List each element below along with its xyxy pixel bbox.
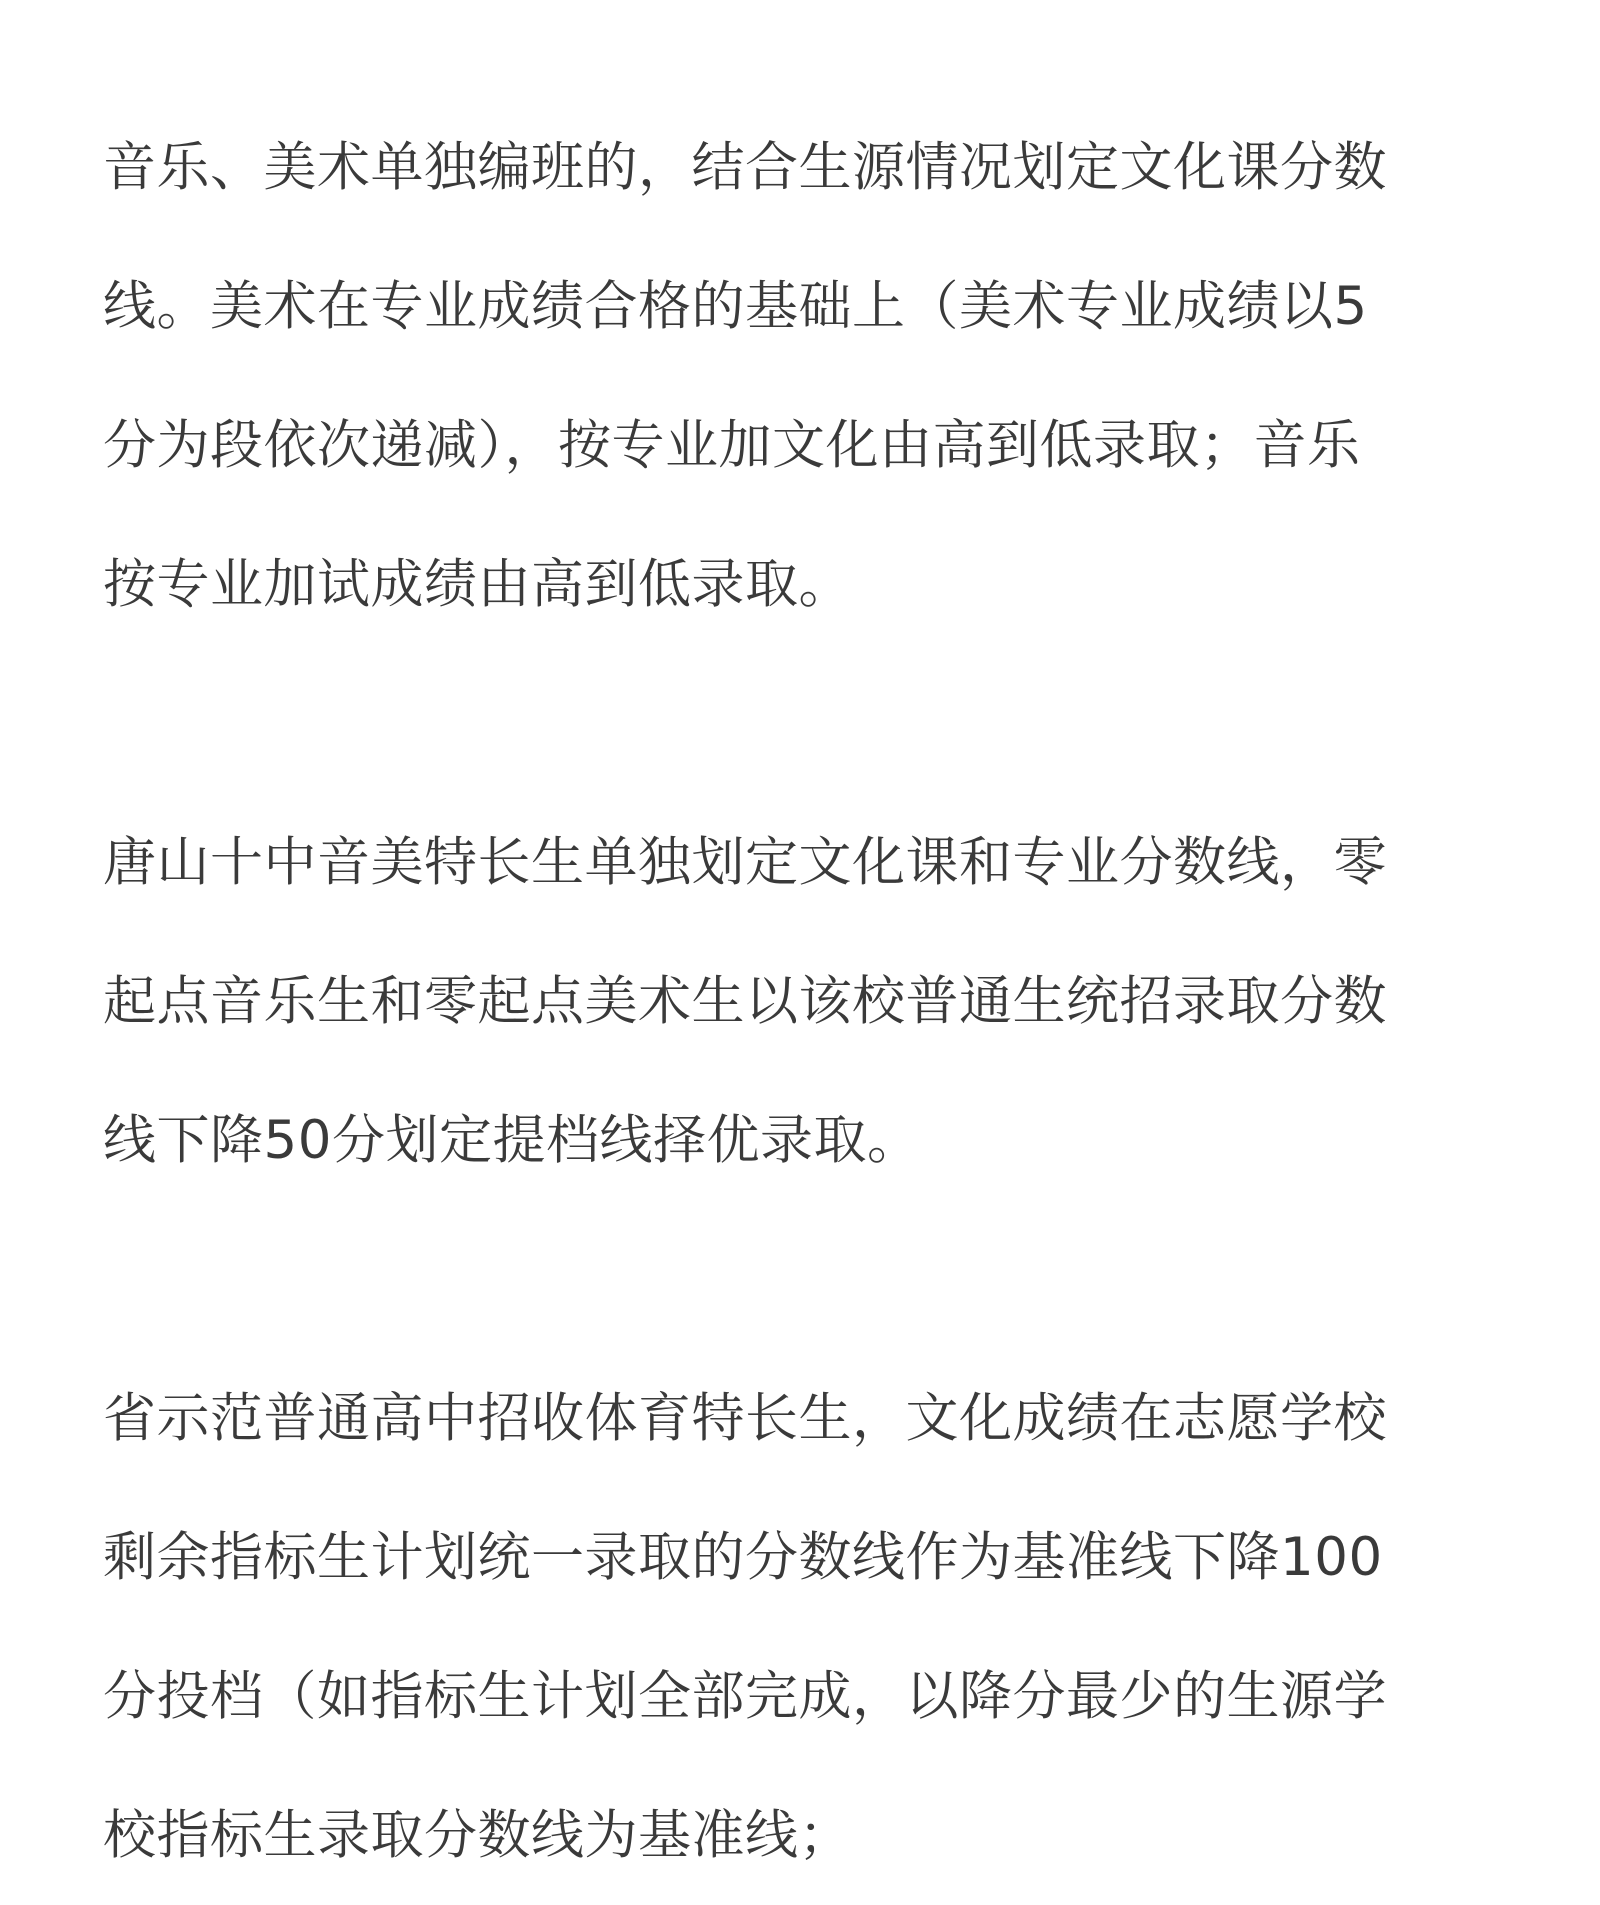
paragraph-arts-admission <box>103 98 1513 654</box>
article-body <box>103 98 1513 1905</box>
text-line: 线下降50分划定提档线择优录取。 <box>103 1110 921 1171</box>
text-line: 音乐、美术单独编班的，结合生源情况划定文化课分数 <box>103 137 1387 198</box>
paragraph-gap <box>103 654 1513 793</box>
text-line: 线。美术在专业成绩合格的基础上（美术专业成绩以5 <box>103 276 1368 337</box>
paragraph-tangshan-no10 <box>103 793 1513 1210</box>
text-line: 起点音乐生和零起点美术生以该校普通生统招录取分数 <box>103 971 1387 1032</box>
text-line: 校指标生录取分数线为基准线； <box>103 1805 852 1866</box>
text-line: 分投档（如指标生计划全部完成，以降分最少的生源学 <box>103 1666 1387 1727</box>
paragraph-gap <box>103 1210 1513 1349</box>
text-line: 唐山十中音美特长生单独划定文化课和专业分数线，零 <box>103 832 1387 893</box>
paragraph-sports-admission <box>103 1349 1513 1905</box>
text-line: 剩余指标生计划统一录取的分数线作为基准线下降100 <box>103 1527 1383 1588</box>
text-line: 按专业加试成绩由高到低录取。 <box>103 554 852 615</box>
text-line: 省示范普通高中招收体育特长生，文化成绩在志愿学校 <box>103 1388 1387 1449</box>
text-line: 分为段依次递减），按专业加文化由高到低录取；音乐 <box>103 415 1361 476</box>
